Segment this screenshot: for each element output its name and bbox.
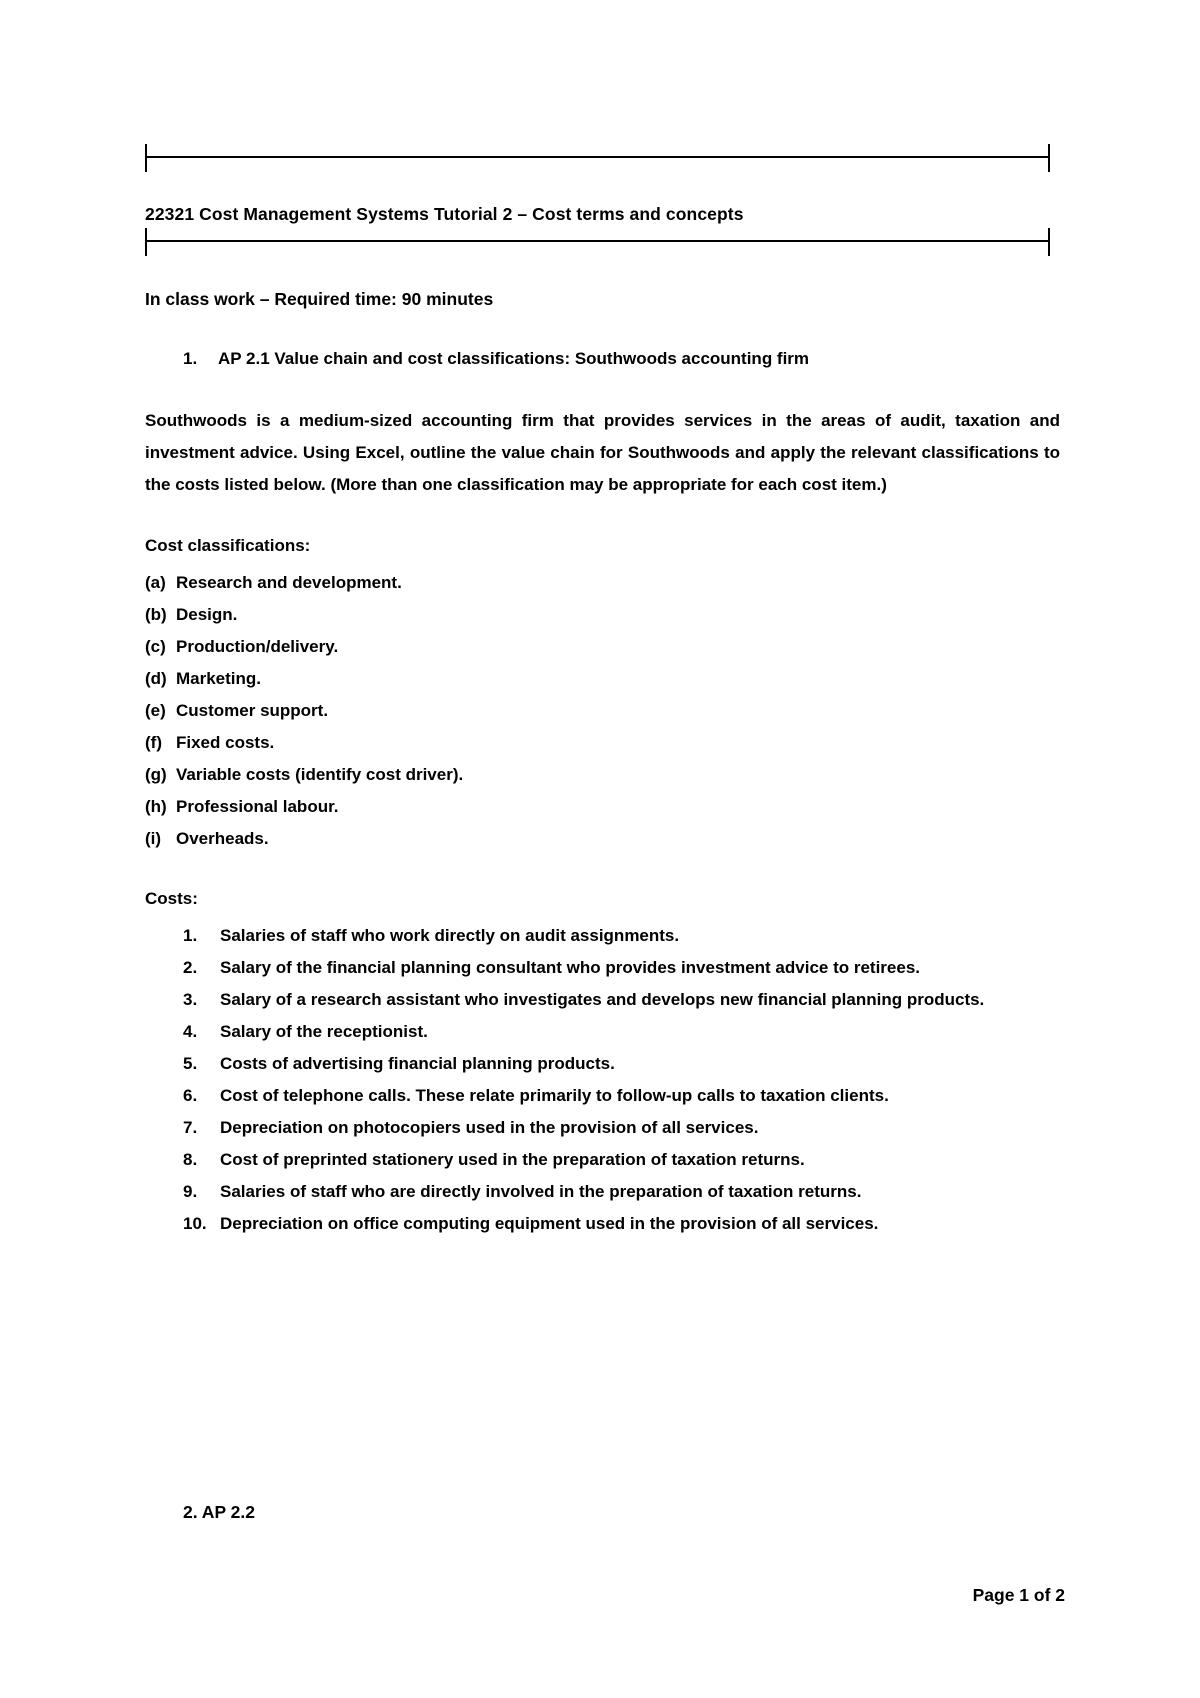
question-1-title: AP 2.1 Value chain and cost classifications: Southwoods accounting firm bbox=[218, 349, 810, 368]
cost-item: 7. Depreciation on photocopiers used in the provision of all services. bbox=[183, 1118, 759, 1137]
classification-item: (f) Fixed costs. bbox=[145, 733, 275, 752]
document-subtitle: In class work – Required time: 90 minutes bbox=[145, 289, 494, 309]
classification-item: (h) Professional labour. bbox=[145, 797, 339, 816]
cost-item: 8. Cost of preprinted stationery used in the preparation of taxation returns. bbox=[183, 1150, 805, 1169]
classification-item: (d) Marketing. bbox=[145, 669, 262, 688]
classification-item: (a) Research and development. bbox=[145, 573, 402, 592]
question-2-heading: 2. AP 2.2 bbox=[183, 1502, 255, 1522]
question-1-heading bbox=[183, 349, 809, 369]
costs-list bbox=[183, 920, 984, 1240]
cost-item: 9. Salaries of staff who are directly involved in the preparation of taxation returns. bbox=[183, 1182, 862, 1201]
classification-item: (i) Overheads. bbox=[145, 829, 269, 848]
cost-item: 3. Salary of a research assistant who investigates and develops new financial planning products. bbox=[183, 990, 985, 1009]
question-1-number: 1. bbox=[183, 349, 198, 368]
classification-item: (g) Variable costs (identify cost driver). bbox=[145, 765, 464, 784]
title-underline-divider bbox=[145, 228, 1050, 256]
classifications-list bbox=[145, 567, 463, 855]
page-number: Page 1 of 2 bbox=[972, 1585, 1065, 1605]
document-title: 22321 Cost Management Systems Tutorial 2 – Cost terms and concepts bbox=[145, 204, 744, 224]
costs-heading: Costs: bbox=[145, 889, 198, 908]
classification-item: (b) Design. bbox=[145, 605, 238, 624]
top-divider bbox=[145, 144, 1050, 172]
cost-item: 5. Costs of advertising financial planning products. bbox=[183, 1054, 615, 1073]
cost-item: 4. Salary of the receptionist. bbox=[183, 1022, 428, 1041]
classification-item: (e) Customer support. bbox=[145, 701, 329, 720]
question-1-intro: Southwoods is a medium-sized accounting firm that provides services in the areas of audit, taxation and investment advice. Using Excel, outline the value chain for Southwoods and apply the relevant classifications to the costs listed below. (More than one classification may be appropriate for each cost item.) bbox=[145, 411, 1060, 494]
classification-item: (c) Production/delivery. bbox=[145, 637, 339, 656]
cost-item: 6. Cost of telephone calls. These relate primarily to follow-up calls to taxation clients. bbox=[183, 1086, 889, 1105]
cost-item: 2. Salary of the financial planning consultant who provides investment advice to retirees. bbox=[183, 958, 920, 977]
cost-item: 10. Depreciation on office computing equipment used in the provision of all services. bbox=[183, 1214, 879, 1233]
classifications-heading: Cost classifications: bbox=[145, 536, 311, 555]
cost-item: 1. Salaries of staff who work directly on audit assignments. bbox=[183, 926, 680, 945]
